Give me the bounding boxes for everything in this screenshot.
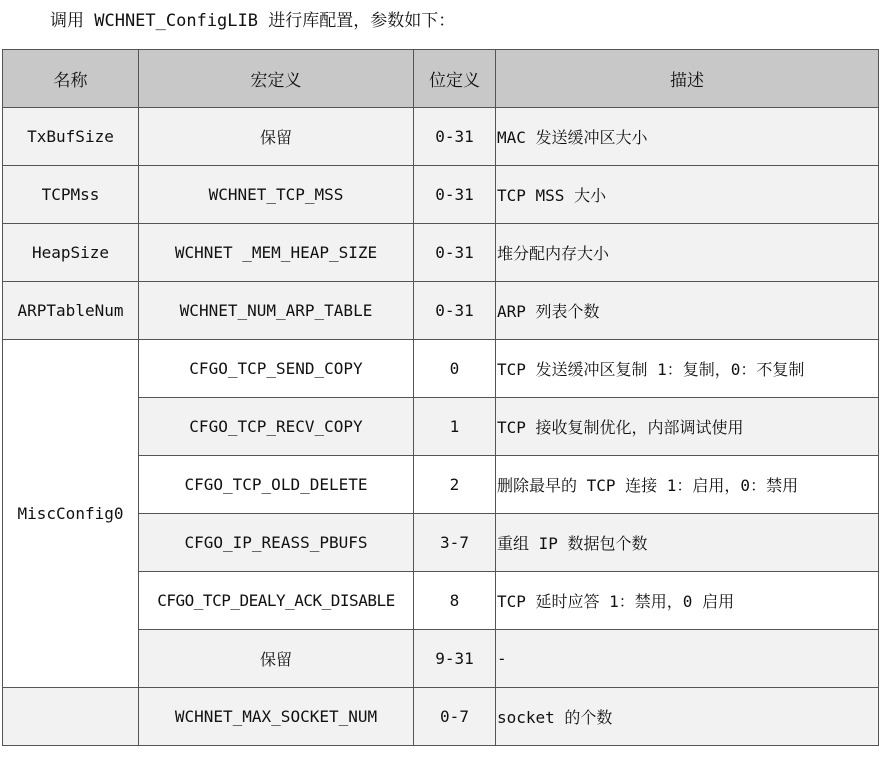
cell-name: ARPTableNum <box>3 282 139 340</box>
cell-macro: WCHNET_TCP_MSS <box>139 166 414 224</box>
cell-description: TCP 发送缓冲区复制 1：复制，0：不复制 <box>496 340 879 398</box>
header-bits: 位定义 <box>414 50 496 108</box>
cell-macro: CFGO_TCP_SEND_COPY <box>139 340 414 398</box>
table-row <box>3 108 879 166</box>
cell-bits: 0 <box>414 340 496 398</box>
cell-description: - <box>496 630 879 688</box>
cell-bits: 9-31 <box>414 630 496 688</box>
config-table <box>2 49 879 746</box>
cell-macro: CFGO_TCP_DEALY_ACK_DISABLE <box>139 572 414 630</box>
cell-description: socket 的个数 <box>496 688 879 746</box>
cell-macro: WCHNET _MEM_HEAP_SIZE <box>139 224 414 282</box>
cell-bits: 8 <box>414 572 496 630</box>
cell-name: TCPMss <box>3 166 139 224</box>
cell-description: TCP 接收复制优化，内部调试使用 <box>496 398 879 456</box>
table-row <box>3 282 879 340</box>
cell-description: 重组 IP 数据包个数 <box>496 514 879 572</box>
cell-macro: WCHNET_MAX_SOCKET_NUM <box>139 688 414 746</box>
table-row <box>3 224 879 282</box>
cell-name-misc: MiscConfig0 <box>3 340 139 688</box>
cell-description: TCP 延时应答 1：禁用，0 启用 <box>496 572 879 630</box>
intro-text: 调用 WCHNET_ConfigLIB 进行库配置，参数如下： <box>50 11 456 31</box>
header-description: 描述 <box>496 50 879 108</box>
cell-bits: 1 <box>414 398 496 456</box>
cell-name: HeapSize <box>3 224 139 282</box>
table-row <box>3 688 879 746</box>
cell-macro: 保留 <box>139 108 414 166</box>
cell-macro: CFGO_TCP_RECV_COPY <box>139 398 414 456</box>
cell-description: 删除最早的 TCP 连接 1：启用，0：禁用 <box>496 456 879 514</box>
cell-macro: CFGO_TCP_OLD_DELETE <box>139 456 414 514</box>
cell-description: MAC 发送缓冲区大小 <box>496 108 879 166</box>
table-row <box>3 166 879 224</box>
table-header-row <box>3 50 879 108</box>
cell-bits: 0-31 <box>414 282 496 340</box>
cell-bits: 0-31 <box>414 224 496 282</box>
cell-bits: 0-7 <box>414 688 496 746</box>
header-name: 名称 <box>3 50 139 108</box>
cell-macro: 保留 <box>139 630 414 688</box>
cell-bits: 2 <box>414 456 496 514</box>
cell-macro: CFGO_IP_REASS_PBUFS <box>139 514 414 572</box>
cell-bits: 3-7 <box>414 514 496 572</box>
cell-name: TxBufSize <box>3 108 139 166</box>
cell-description: TCP MSS 大小 <box>496 166 879 224</box>
header-macro: 宏定义 <box>139 50 414 108</box>
cell-bits: 0-31 <box>414 166 496 224</box>
cell-description: ARP 列表个数 <box>496 282 879 340</box>
cell-macro: WCHNET_NUM_ARP_TABLE <box>139 282 414 340</box>
cell-description: 堆分配内存大小 <box>496 224 879 282</box>
cell-name <box>3 688 139 746</box>
table-row <box>3 340 879 398</box>
cell-bits: 0-31 <box>414 108 496 166</box>
